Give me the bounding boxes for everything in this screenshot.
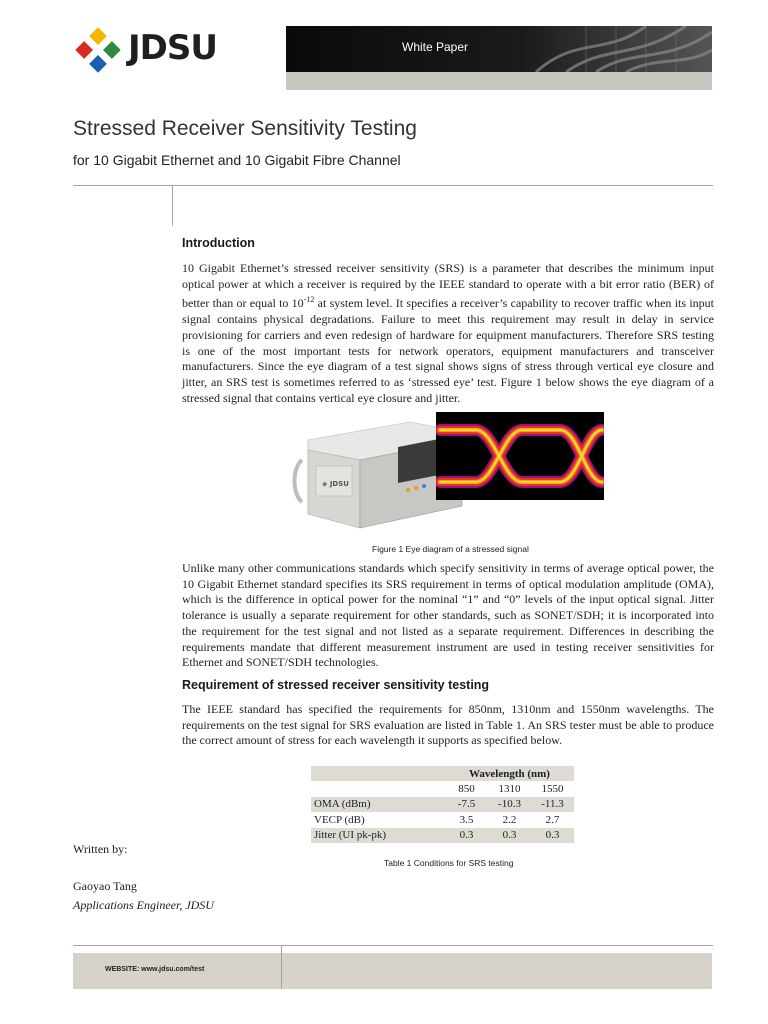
table-caption: Table 1 Conditions for SRS testing	[384, 858, 514, 868]
logo-wordmark: JDSU	[128, 28, 217, 68]
footer-divider	[281, 945, 282, 989]
wavelength-group-header: Wavelength (nm)	[445, 766, 574, 781]
footer-rule	[73, 945, 713, 946]
footer-website[interactable]: WEBSITE: www.jdsu.com/test	[105, 966, 205, 973]
col-header: 850	[458, 783, 475, 796]
intro-heading: Introduction	[182, 236, 255, 250]
oma-paragraph: Unlike many other communications standards which specify sensitivity in terms of average optical power, the 10 Gigabit Ethernet standard specifies its SRS requirement in terms of optical modulation amplitude (OMA), which is the difference in optical power for the nominal “1” and “0” levels of the input optical signal. Jitter tolerance is usually a separate requirement for other standards, such as SONET/SDH; it is incorporated into the requirement for the test signal and not listed as a separate requirement. Differences in describing the requirements mandate that different measurement instrument are used in testing receiver sensitivities for Ethernet and SONET/SDH technologies.	[182, 561, 714, 670]
title-divider	[73, 185, 713, 186]
requirement-heading: Requirement of stressed receiver sensitivity testing	[182, 678, 490, 692]
banner-texture	[286, 26, 712, 72]
requirement-paragraph: The IEEE standard has specified the requirements for 850nm, 1310nm and 1550nm wavelengths. The requirements on the test signal for SRS evaluation are listed in Table 1. An SRS tester must be able to produce the correct amount of stress for each wavelength it supports as specified below.	[182, 702, 714, 748]
author-role: Applications Engineer, JDSU	[73, 898, 214, 912]
written-by-label: Written by:	[73, 842, 128, 856]
banner-strip	[286, 72, 712, 90]
author-name: Gaoyao Tang	[73, 879, 137, 893]
table-cell: 2.2	[502, 813, 517, 826]
table-cell: 2.7	[545, 813, 560, 826]
column-divider	[172, 186, 173, 226]
table-cell: 0.3	[445, 828, 488, 843]
page-title: Stressed Receiver Sensitivity Testing	[73, 117, 417, 140]
table-cell: 3.5	[459, 813, 474, 826]
svg-text:◈ JDSU: ◈ JDSU	[322, 480, 349, 488]
figure-caption: Figure 1 Eye diagram of a stressed signal	[372, 544, 529, 554]
table-empty-cell	[311, 781, 445, 796]
table-cell: -10.3	[488, 797, 531, 812]
table-cell: 0.3	[488, 828, 531, 843]
row-label: OMA (dBm)	[311, 797, 445, 812]
table-row	[311, 812, 574, 827]
jdsu-logo-icon	[72, 24, 124, 76]
table-cell: -11.3	[531, 797, 574, 812]
table-corner-cell	[311, 766, 445, 781]
table-cell: -7.5	[445, 797, 488, 812]
page-subtitle: for 10 Gigabit Ethernet and 10 Gigabit Fibre Channel	[73, 152, 401, 168]
table-row	[311, 828, 574, 843]
col-header: 1310	[498, 783, 521, 796]
col-header: 1550	[541, 783, 564, 796]
table-cell: 0.3	[531, 828, 574, 843]
eye-diagram-image	[436, 412, 604, 500]
row-label: Jitter (UI pk-pk)	[311, 828, 445, 843]
intro-paragraph: 10 Gigabit Ethernet’s stressed receiver sensitivity (SRS) is a parameter that describes the minimum input optical power at which a receiver is required by the IEEE standard to operate with a bit error ratio (BER) of better than or equal to $10^{-12}$ at system level. It specifies a receiver’s capability to recover traffic when its input signal contains physical degradations. Failure to meet this requirement may result in delay in service provisioning for carriers and even redesign of hardware for equipment manufacturers. Therefore SRS testing is one of the most important tests for network operators, equipment manufacturers and transceiver manufacturers. Since the eye diagram of a test signal shows signs of stress through vertical eye closure and jitter, an SRS test is sometimes referred to as ‘stressed eye’ test. Figure 1 below shows the eye diagram of a stressed signal that contains vertical eye closure and jitter.	[182, 261, 714, 405]
row-label: VECP (dB)	[314, 813, 365, 826]
banner-label: White Paper	[402, 40, 469, 54]
srs-conditions-table	[311, 766, 574, 843]
table-header-row	[311, 766, 574, 781]
header-banner	[286, 26, 712, 72]
table-row	[311, 797, 574, 812]
table-column-row	[311, 781, 574, 796]
